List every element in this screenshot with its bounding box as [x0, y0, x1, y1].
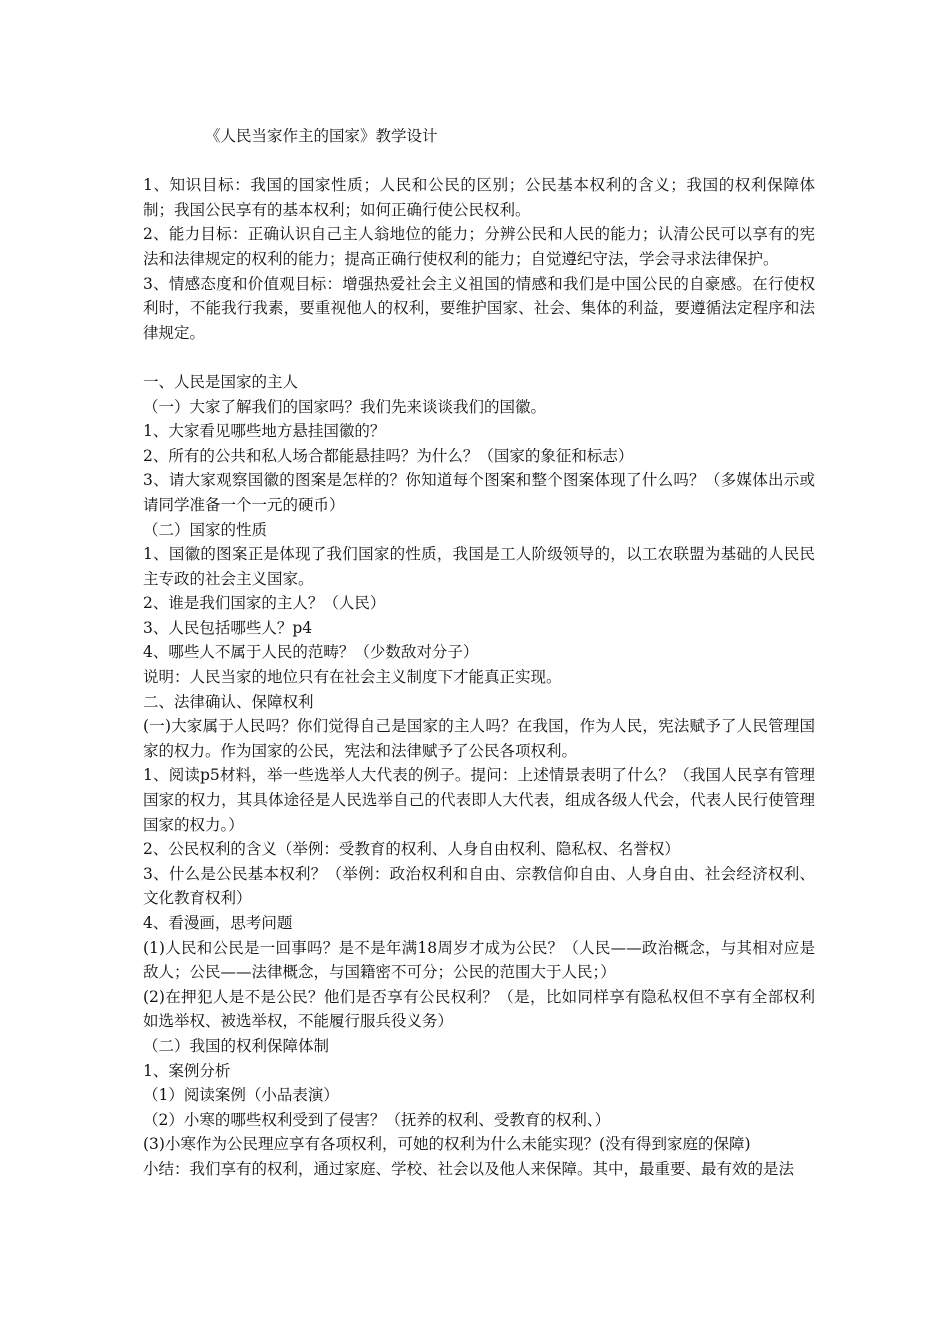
goal-ability: 2、能力目标：正确认识自己主人翁地位的能力；分辨公民和人民的能力；认清公民可以享有的宪法和法律规定的权利的能力；提高正确行使权利的能力；自觉遵纪守法，学会寻求法律保护。	[143, 225, 815, 268]
subsection-heading: （一）大家了解我们的国家吗？我们先来谈谈我们的国徽。	[143, 397, 547, 416]
list-item: 4、哪些人不属于人民的范畴？（少数敌对分子）	[143, 643, 479, 662]
list-item: 1、阅读p5材料，举一些选举人大代表的例子。提问：上述情景表明了什么？（我国人民享有管理国家的权力，其具体途径是人民选举自己的代表即人大代表，组成各级人代会，代表人民行使管理国家的权力。）	[143, 766, 815, 834]
list-item: 3、请大家观察国徽的图案是怎样的？你知道每个图案和整个图案体现了什么吗？（多媒体出示或请同学准备一个一元的硬币）	[143, 471, 815, 514]
document-title: 《人民当家作主的国家》教学设计	[205, 127, 438, 145]
goal-knowledge: 1、知识目标：我国的国家性质；人民和公民的区别；公民基本权利的含义；我国的权利保障体制；我国公民享有的基本权利；如何正确行使公民权利。	[143, 176, 815, 219]
list-item: 2、谁是我们国家的主人？（人民）	[143, 594, 386, 613]
subsection-paragraph: (一)大家属于人民吗？你们觉得自己是国家的主人吗？在我国，作为人民，宪法赋予了人民管理国家的权力。作为国家的公民，宪法和法律赋予了公民各项权利。	[143, 717, 815, 760]
summary: 小结：我们享有的权利，通过家庭、学校、社会以及他人来保障。其中，最重要、最有效的是法	[143, 1159, 795, 1178]
list-item: (2)在押犯人是不是公民？他们是否享有公民权利？（是，比如同样享有隐私权但不享有全部权利如选举权、被选举权，不能履行服兵役义务）	[143, 987, 815, 1031]
list-item: （1）阅读案例（小品表演）	[143, 1086, 339, 1105]
list-item: (3)小寒作为公民理应享有各项权利，可她的权利为什么未能实现？(没有得到家庭的保障)	[143, 1135, 751, 1154]
list-item: 2、公民权利的含义（举例：受教育的权利、人身自由权利、隐私权、名誉权）	[143, 840, 680, 859]
list-item: （2）小寒的哪些权利受到了侵害？（抚养的权利、受教育的权利、）	[143, 1110, 611, 1129]
list-item: 3、什么是公民基本权利？（举例：政治权利和自由、宗教信仰自由、人身自由、社会经济权利、文化教育权利）	[143, 864, 815, 908]
list-item: (1)人民和公民是一回事吗？是不是年满18周岁才成为公民？（人民——政治概念，与其相对应是敌人；公民——法律概念，与国籍密不可分；公民的范围大于人民；）	[143, 938, 815, 982]
subsection-heading: （二）国家的性质	[143, 520, 268, 539]
list-item: 1、国徽的图案正是体现了我们国家的性质，我国是工人阶级领导的，以工农联盟为基础的人民民主专政的社会主义国家。	[143, 545, 815, 588]
note: 说明：人民当家的地位只有在社会主义制度下才能真正实现。	[143, 668, 562, 687]
goal-attitude: 3、情感态度和价值观目标：增强热爱社会主义祖国的情感和我们是中国公民的自豪感。在行使权利时，不能我行我素，要重视他人的权利，要维护国家、社会、集体的利益，要遵循法定程序和法律规定。	[143, 274, 815, 342]
section-heading: 一、人民是国家的主人	[143, 372, 299, 391]
list-item: 3、人民包括哪些人？p4	[143, 618, 313, 637]
list-item: 2、所有的公共和私人场合都能悬挂吗？为什么？（国家的象征和标志）	[143, 446, 634, 465]
list-item: 1、案例分析	[143, 1061, 231, 1080]
blank-line	[143, 345, 815, 370]
subsection-heading: （二）我国的权利保障体制	[143, 1036, 330, 1055]
list-item: 4、看漫画，思考问题	[143, 914, 293, 932]
section-heading: 二、法律确认、保障权利	[143, 692, 314, 711]
list-item: 1、大家看见哪些地方悬挂国徽的？	[143, 422, 386, 441]
document-page	[143, 124, 815, 1182]
